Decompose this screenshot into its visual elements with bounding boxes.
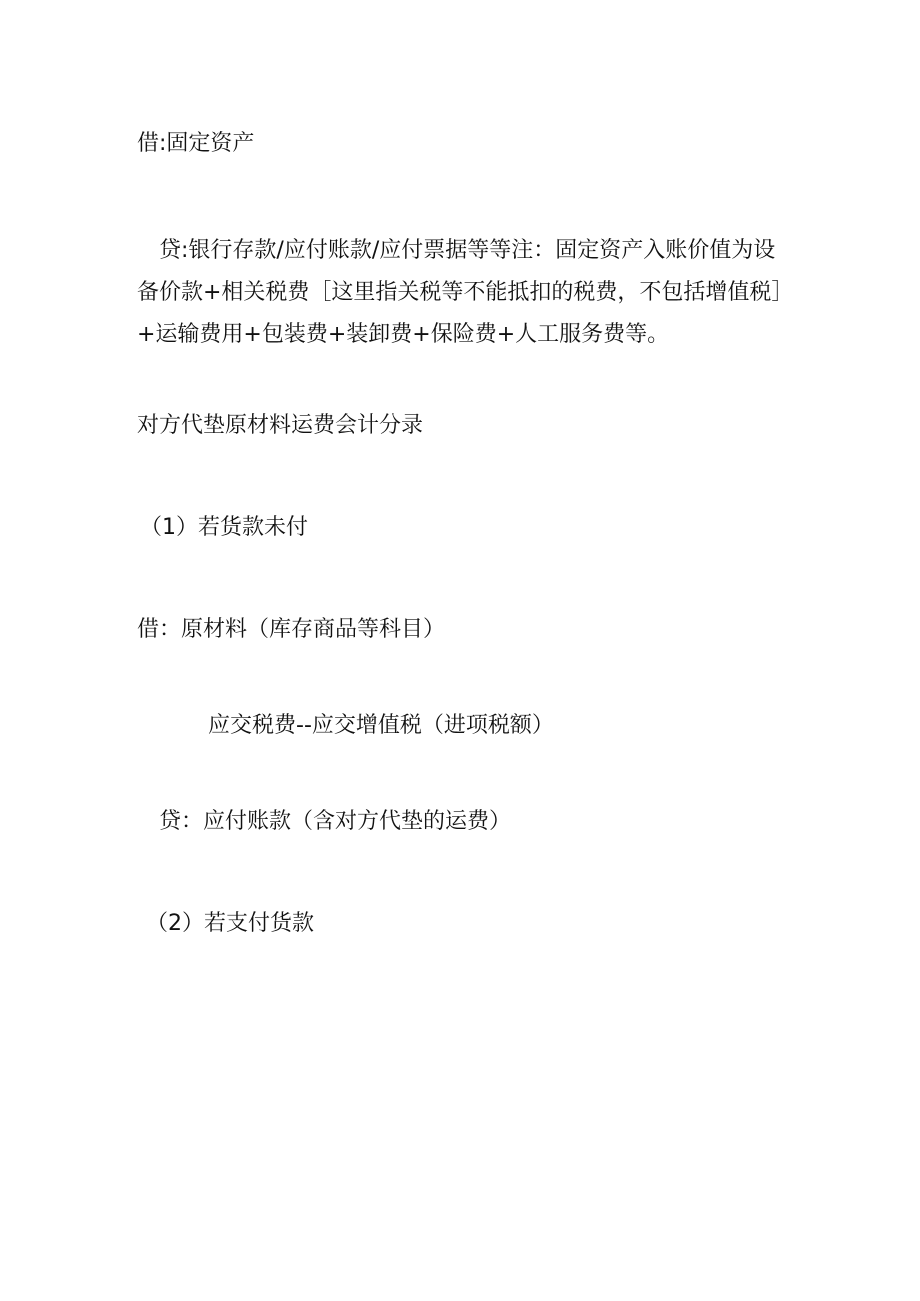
debit-raw-materials-line: 借：原材料（库存商品等科目）: [137, 617, 446, 642]
credit-note-paragraph: [137, 230, 787, 356]
credit-note-text: 贷:银行存款/应付账款/应付票据等等注：固定资产入账价值为设备价款+相关税费［这里指关税等不能抵扣的税费，不包括增值税］+运输费用+包装费+装卸费+保险费+人工服务费等。: [137, 238, 783, 347]
case-1-heading: （1）若货款未付: [140, 515, 308, 540]
case-2-heading: （2）若支付货款: [146, 911, 314, 936]
debit-fixed-assets-line: 借:固定资产: [137, 131, 255, 156]
section-heading: 对方代垫原材料运费会计分录: [137, 413, 424, 438]
input-vat-line: 应交税费--应交增值税（进项税额）: [208, 713, 554, 738]
credit-accounts-payable-line: 贷：应付账款（含对方代垫的运费）: [159, 809, 512, 834]
